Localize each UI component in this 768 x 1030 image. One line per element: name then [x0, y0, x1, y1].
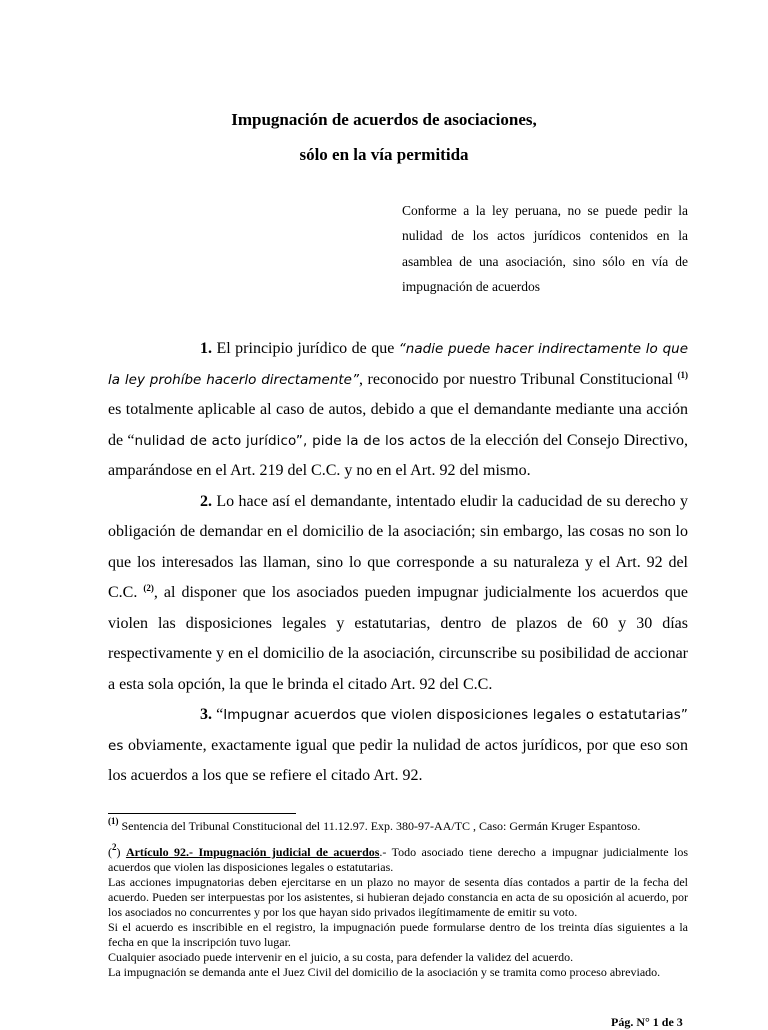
footnote-2-line: Si el acuerdo es inscribible en el registro, la impugnación puede formularse dentro de los treinta días siguientes a la fecha en que la inscripción tuvo lugar.: [108, 920, 688, 949]
paragraph-number: 2.: [200, 492, 212, 510]
footnote-2-marker-close: ): [116, 845, 121, 859]
document-title-line-2: sólo en la vía permitida: [299, 145, 469, 164]
footnote-1-marker: (1): [108, 816, 119, 826]
footnote-2-marker-open: (: [108, 845, 112, 859]
footnote-2: [108, 842, 689, 980]
footnote-ref-1[interactable]: (1): [677, 369, 689, 380]
quoted-action: nulidad de acto jurídico”, pide la de los actos: [134, 432, 446, 449]
paragraph-text: , reconocido por nuestro Tribunal Constitucional: [358, 370, 678, 388]
paragraph-text: “: [212, 706, 224, 723]
footnote-2-heading: Artículo 92.- Impugnación judicial de acuerdos: [125, 845, 380, 859]
footnote-2-marker: 2: [112, 842, 117, 852]
paragraph-text: de la elección del Consejo Directivo, amparándose en el Art. 219 del C.C. y no en el Art. 92 del mismo.: [108, 431, 689, 479]
footnote-ref-2[interactable]: (2): [143, 583, 154, 593]
document-title-line-1: Impugnación de acuerdos de asociaciones,: [231, 110, 537, 129]
footnote-2-first-line: [108, 842, 689, 875]
footnote-2-intro: .- Todo asociado tiene derecho a impugnar judicialmente los acuerdos que violen las disposiciones legales o estatutarias.: [108, 845, 689, 874]
footnote-2-line: Cualquier asociado puede intervenir en el juicio, a su costa, para defender la validez del acuerdo.: [108, 950, 574, 964]
paragraph-number: 3.: [200, 706, 212, 723]
footnote-1-text: Sentencia del Tribunal Constitucional del 11.12.97. Exp. 380-97-AA/TC , Caso: Germán Kruger Espantoso.: [118, 819, 641, 833]
quoted-impugnation: Impugnar acuerdos que violen disposiciones legales o estatutarias” es: [108, 707, 688, 754]
paragraph-text: Lo hace así el demandante, intentado eludir la caducidad de su derecho y obligación de demandar en el domicilio de la asociación; sin embargo, las cosas no son lo que los interesados las llaman, sino lo que corresponde a su naturaleza y el Art. 92 del C.C.: [108, 492, 688, 601]
paragraph-text: obviamente, exactamente igual que pedir la nulidad de actos jurídicos, por que eso son los acuerdos a los que se refiere el citado Art. 92.: [108, 736, 688, 784]
paragraph-text: es totalmente aplicable al caso de autos, debido a que el demandante mediante una acción de “: [108, 401, 688, 449]
paragraph-text: El principio jurídico de que: [212, 340, 399, 357]
body-text: [108, 334, 688, 792]
paragraph-number: 1.: [200, 340, 212, 357]
paragraph-3: [108, 700, 688, 792]
footnote-2-line: La impugnación se demanda ante el Juez Civil del domicilio de la asociación y se tramita como proceso abreviado.: [108, 965, 661, 979]
footnote-1: [108, 818, 688, 834]
paragraph-2: [108, 487, 688, 701]
abstract: Conforme a la ley peruana, no se puede pedir la nulidad de los actos jurídicos contenidos en la asamblea de una asociación, sino sólo en vía de impugnación de acuerdos: [402, 203, 688, 294]
paragraph-1: [108, 334, 688, 487]
page-number: Pág. N° 1 de 3: [611, 1015, 683, 1029]
quoted-principle: “nadie puede hacer indirectamente lo que la ley prohíbe hacerlo directamente”: [108, 341, 689, 388]
footnote-separator: [108, 813, 296, 814]
paragraph-text: , al disponer que los asociados pueden impugnar judicialmente los acuerdos que violen las disposiciones legales y estatutarias, dentro de plazos de 60 y 30 días respectivamente y en el domicilio de la asociación, circunscribe su posibilidad de accionar a esta sola opción, la que le brinda el citado Art. 92 del C.C.: [108, 584, 689, 693]
footnote-2-line: Las acciones impugnatorias deben ejercitarse en un plazo no mayor de sesenta días contados a partir de la fecha del acuerdo. Pueden ser interpuestas por los asistentes, si hubieran dejado constancia en acta de su oposición al acuerdo, por los asociados no concurrentes y por los que hayan sido privados ilegítimamente de emitir su voto.: [108, 875, 688, 919]
